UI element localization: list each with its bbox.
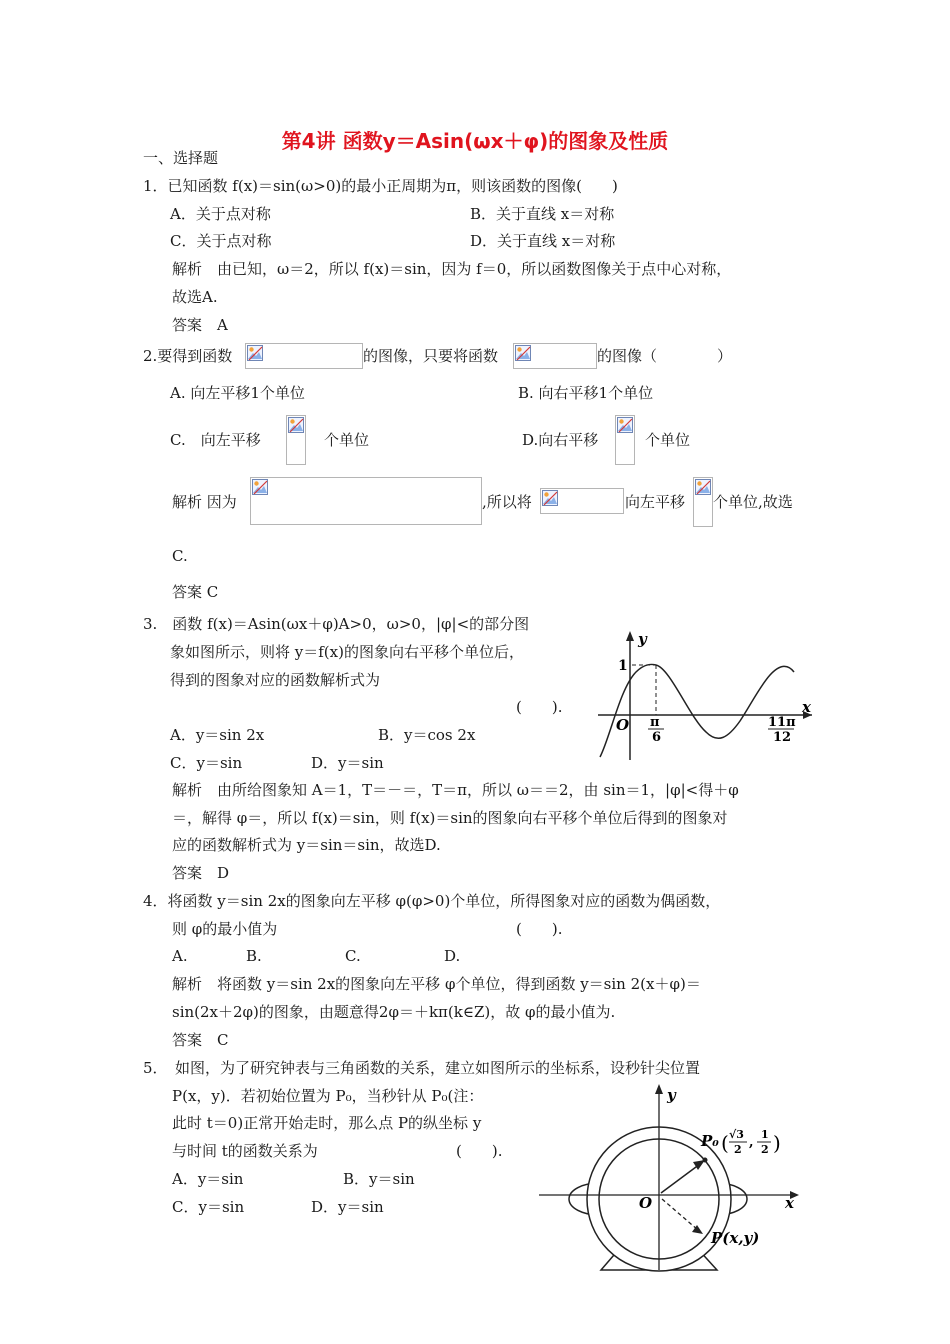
q3-sine-graph (590, 628, 820, 762)
q2-stem-part2: 的图像，只要将函数 (363, 347, 499, 365)
q5-option-d: D．y＝sin (311, 1198, 384, 1216)
p0-denominator-2: 2 (761, 1143, 769, 1156)
broken-image-icon (542, 490, 558, 506)
q1-answer: 答案 A (172, 316, 228, 334)
p0-comma: , (749, 1135, 754, 1150)
x-axis-label: x (785, 1194, 794, 1212)
y-axis-label: y (667, 1086, 676, 1104)
broken-image-icon (695, 479, 711, 495)
broken-image-icon (515, 345, 531, 361)
q1-option-d: D．关于直线 x＝对称 (470, 232, 616, 250)
q2-option-d-part1: D.向右平移 (522, 431, 599, 449)
origin-label: O (639, 1194, 653, 1212)
q2-answer: 答案 C (172, 583, 219, 601)
q3-answer-bracket: ( ). (516, 698, 563, 716)
q2-solution-image-3 (693, 477, 713, 527)
eleven-pi-label: 11π (768, 715, 796, 730)
q5-option-b: B．y＝sin (343, 1170, 415, 1188)
q2-solution-part4: 个单位,故选 (713, 493, 793, 511)
q3-solution-line3: 应的函数解析式为 y＝sin＝sin，故选D. (172, 836, 441, 854)
q2-solution-part3: 向左平移 (625, 493, 686, 511)
q1-option-b: B．关于直线 x＝对称 (470, 205, 615, 223)
q2-solution-part1: 解析 因为 (172, 493, 237, 511)
p0-open-paren: ( (721, 1131, 729, 1155)
q1-option-a: A．关于点对称 (170, 205, 271, 223)
point-p0-marker (703, 1158, 708, 1163)
y-axis-arrow-icon (626, 631, 634, 641)
p-label: P(x,y) (711, 1229, 760, 1247)
q5-option-a: A．y＝sin (172, 1170, 244, 1188)
q4-option-d: D. (444, 947, 461, 965)
q4-stem-line2: 则 φ的最小值为 (172, 920, 278, 938)
q2-solution-image-1 (250, 477, 482, 525)
sine-curve (600, 664, 794, 757)
section-heading: 一、选择题 (143, 149, 219, 167)
q4-answer: 答案 C (172, 1031, 229, 1049)
q2-solution-image-2 (540, 488, 624, 514)
q5-answer-bracket: ( ). (456, 1142, 503, 1160)
q1-stem: 1．已知函数 f(x)＝sin(ω>0)的最小正周期为π，则该函数的图像( ) (143, 177, 618, 195)
max-value-label: 1 (618, 658, 628, 674)
q5-stem-line2: P(x，y)．若初始位置为 P₀，当秒针从 P₀(注： (172, 1087, 484, 1105)
q4-solution-line2: sin(2x＋2φ)的图象，由题意得2φ＝＋kπ(k∈Z)，故 φ的最小值为. (172, 1003, 616, 1021)
q3-option-d: D．y＝sin (311, 754, 384, 772)
y-axis-arrow-icon (655, 1084, 663, 1094)
x-axis-label: x (802, 698, 811, 716)
q2-stem-part3: 的图像（ ） (597, 347, 733, 365)
q2-solution-part5: C. (172, 547, 188, 565)
pi-label: π (650, 715, 660, 730)
six-label: 6 (652, 730, 662, 745)
q3-solution-line2: ＝，解得 φ＝，所以 f(x)＝sin，则 f(x)＝sin的图象向右平移个单位后得到的图象对 (172, 809, 728, 827)
q2-option-a: A. 向左平移1个单位 (170, 384, 305, 402)
q3-stem-line3: 得到的图象对应的函数解析式为 (170, 671, 381, 689)
q3-answer: 答案 D (172, 864, 230, 882)
q5-stem-line3: 此时 t＝0)正常开始走时，那么点 P的纵坐标 y (172, 1114, 482, 1132)
q2-stem-part1: 2.要得到函数 (143, 347, 233, 365)
q4-option-c: C. (345, 947, 361, 965)
y-axis-label: y (638, 630, 647, 648)
q5-clock-figure (535, 1080, 805, 1272)
q3-solution-line1: 解析 由所给图象知 A＝1，T＝－＝，T＝π，所以 ω＝＝2，由 sin＝1，|φ|<得＋φ (172, 781, 739, 799)
q2-option-c-image (286, 415, 306, 465)
q2-option-d-image (615, 415, 635, 465)
q2-formula-image-2 (513, 343, 597, 369)
q1-solution-line1: 解析 由已知，ω＝2，所以 f(x)＝sin，因为 f＝0，所以函数图像关于点中心对称， (172, 260, 732, 278)
q5-stem-line1: 5． 如图，为了研究钟表与三角函数的关系，建立如图所示的坐标系，设秒针尖位置 (143, 1059, 701, 1077)
q4-option-b: B. (246, 947, 262, 965)
p0-numerator-2: 1 (761, 1128, 769, 1141)
q2-option-c-part2: 个单位 (324, 431, 370, 449)
twelve-label: 12 (773, 730, 792, 745)
p0-sqrt3-label: √3 (729, 1128, 744, 1141)
p0-denominator-1: 2 (734, 1143, 742, 1156)
q5-option-c: C．y＝sin (172, 1198, 245, 1216)
broken-image-icon (247, 345, 263, 361)
q2-solution-part2: ,所以将 (482, 493, 532, 511)
q3-stem-line1: 3. 函数 f(x)＝Asin(ωx＋φ)A>0，ω>0，|φ|<的部分图 (143, 615, 530, 633)
q4-solution-line1: 解析 将函数 y＝sin 2x的图象向左平移 φ个单位，得到函数 y＝sin 2(x＋φ)＝ (172, 975, 701, 993)
q2-option-b: B. 向右平移1个单位 (518, 384, 654, 402)
q4-option-a: A. (172, 947, 188, 965)
q4-stem-line1: 4．将函数 y＝sin 2x的图象向左平移 φ(φ>0)个单位，所得图象对应的函数为偶函数， (143, 892, 721, 910)
broken-image-icon (252, 479, 268, 495)
page-title: 第4讲 函数y＝Asin(ωx＋φ)的图象及性质 (281, 129, 669, 153)
q2-formula-image-1 (245, 343, 363, 369)
q3-option-b: B．y＝cos 2x (378, 726, 476, 744)
q3-stem-line2: 象如图所示，则将 y＝f(x)的图象向右平移个单位后， (170, 643, 524, 661)
broken-image-icon (617, 417, 633, 433)
q3-option-a: A．y＝sin 2x (170, 726, 265, 744)
q2-option-c-part1: C. 向左平移 (170, 431, 261, 449)
p0-label: P₀ (701, 1132, 719, 1150)
p0-close-paren: ) (773, 1131, 781, 1155)
q2-option-d-part2: 个单位 (645, 431, 691, 449)
q1-solution-line2: 故选A. (172, 288, 218, 306)
q1-option-c: C．关于点对称 (170, 232, 272, 250)
q3-option-c: C．y＝sin (170, 754, 243, 772)
q5-stem-line4: 与时间 t的函数关系为 (172, 1142, 318, 1160)
origin-label: O (616, 716, 630, 734)
q4-answer-bracket: ( ). (516, 920, 563, 938)
broken-image-icon (288, 417, 304, 433)
